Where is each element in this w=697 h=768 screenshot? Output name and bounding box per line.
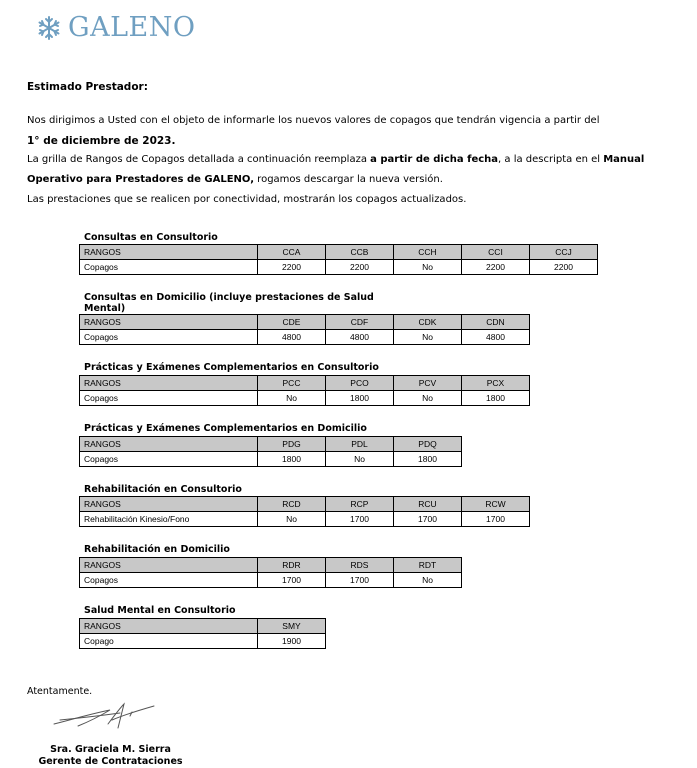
table-header-label: RANGOS	[80, 376, 258, 391]
text-segment-bold: a partir de dicha fecha	[370, 154, 499, 165]
table-header-code: RCD	[258, 497, 326, 512]
table-row-label: Copagos	[80, 260, 258, 275]
closing: Atentamente.	[27, 686, 93, 697]
table-header-row	[80, 437, 462, 452]
table-row	[80, 330, 530, 345]
signer-name: Sra. Graciela M. Sierra	[50, 744, 171, 755]
table-cell: No	[258, 391, 326, 406]
text-segment: , a la descripta en el	[498, 154, 604, 165]
table-header-code: CDN	[462, 315, 530, 330]
table-header-code: RCU	[394, 497, 462, 512]
table-header-code: PDL	[326, 437, 394, 452]
table-header-row	[80, 315, 530, 330]
table-row-label: Copagos	[80, 330, 258, 345]
table-header-code: CCI	[462, 245, 530, 260]
table-cell: 1700	[258, 573, 326, 588]
table-header-label: RANGOS	[80, 497, 258, 512]
galeno-logo	[36, 12, 195, 43]
table-header-code: PCX	[462, 376, 530, 391]
table-cell: 1800	[394, 452, 462, 467]
table-cell: 1700	[326, 573, 394, 588]
table-header-row	[80, 558, 462, 573]
table-cell: 1800	[258, 452, 326, 467]
signature-image	[50, 700, 160, 736]
table-row-label: Rehabilitación Kinesio/Fono	[80, 512, 258, 527]
table-row-label: Copagos	[80, 452, 258, 467]
table-header-row	[80, 376, 530, 391]
section-title: Consultas en Consultorio	[84, 232, 218, 243]
table-row	[80, 512, 530, 527]
text-segment: La grilla de Rangos de Copagos detallada a continuación reemplaza	[27, 154, 371, 165]
snowflake-icon	[36, 15, 62, 41]
signer-block	[38, 744, 183, 768]
paragraph-connectivity: Las prestaciones que se realicen por conectividad, mostrarán los copagos actualizados.	[27, 194, 467, 205]
effective-date: 1° de diciembre de 2023.	[27, 135, 176, 147]
table-row	[80, 260, 598, 275]
section-title: Rehabilitación en Consultorio	[84, 484, 242, 495]
signer-role: Gerente de Contrataciones	[38, 756, 183, 767]
greeting: Estimado Prestador:	[27, 81, 148, 93]
table-header-label: RANGOS	[80, 619, 258, 634]
copago-table	[79, 375, 530, 406]
table-header-code: RCP	[326, 497, 394, 512]
copago-table	[79, 496, 530, 527]
copago-table	[79, 244, 598, 275]
section-title: Salud Mental en Consultorio	[84, 605, 236, 616]
table-header-code: RCW	[462, 497, 530, 512]
section-title: Prácticas y Exámenes Complementarios en Domicilio	[84, 423, 367, 434]
table-header-code: PCC	[258, 376, 326, 391]
table-header-code: CCH	[394, 245, 462, 260]
table-cell: No	[394, 260, 462, 275]
table-header-code: RDR	[258, 558, 326, 573]
table-cell: 1700	[394, 512, 462, 527]
table-header-code: CDF	[326, 315, 394, 330]
table-row	[80, 634, 326, 649]
table-row-label: Copagos	[80, 391, 258, 406]
text-segment: rogamos descargar la nueva versión.	[254, 174, 443, 185]
table-cell: 4800	[258, 330, 326, 345]
table-row	[80, 573, 462, 588]
copago-table	[79, 618, 326, 649]
table-row-label: Copago	[80, 634, 258, 649]
table-row	[80, 391, 530, 406]
table-header-code: CCB	[326, 245, 394, 260]
table-header-code: SMY	[258, 619, 326, 634]
section-title: Consultas en Domicilio (incluye prestaciones de Salud Mental)	[84, 292, 374, 314]
copago-table	[79, 314, 530, 345]
copago-table	[79, 436, 462, 467]
table-cell: No	[394, 391, 462, 406]
table-cell: 1900	[258, 634, 326, 649]
paragraph-manual	[27, 170, 443, 190]
paragraph-intro: Nos dirigimos a Usted con el objeto de informarle los nuevos valores de copagos que tendrán vigencia a partir del	[27, 115, 600, 126]
section-title: Prácticas y Exámenes Complementarios en Consultorio	[84, 362, 379, 373]
table-header-code: RDT	[394, 558, 462, 573]
table-cell: 2200	[462, 260, 530, 275]
table-cell: No	[258, 512, 326, 527]
table-cell: 1700	[326, 512, 394, 527]
table-header-label: RANGOS	[80, 315, 258, 330]
table-header-code: CCA	[258, 245, 326, 260]
text-segment-bold: Operativo para Prestadores de GALENO,	[27, 174, 254, 185]
table-cell: 2200	[530, 260, 598, 275]
table-cell: No	[394, 573, 462, 588]
table-cell: No	[326, 452, 394, 467]
table-cell: No	[394, 330, 462, 345]
table-header-label: RANGOS	[80, 437, 258, 452]
table-row	[80, 452, 462, 467]
table-cell: 1800	[462, 391, 530, 406]
table-header-code: PDG	[258, 437, 326, 452]
section-title: Rehabilitación en Domicilio	[84, 544, 230, 555]
table-cell: 2200	[326, 260, 394, 275]
table-header-code: PDQ	[394, 437, 462, 452]
logo-text: GALENO	[68, 12, 196, 43]
table-cell: 1700	[462, 512, 530, 527]
table-row-label: Copagos	[80, 573, 258, 588]
table-header-code: CDE	[258, 315, 326, 330]
paragraph-replacement	[27, 150, 644, 170]
table-cell: 2200	[258, 260, 326, 275]
table-header-code: PCO	[326, 376, 394, 391]
table-header-label: RANGOS	[80, 558, 258, 573]
table-header-code: CCJ	[530, 245, 598, 260]
table-cell: 4800	[326, 330, 394, 345]
table-header-label: RANGOS	[80, 245, 258, 260]
copago-table	[79, 557, 462, 588]
table-cell: 4800	[462, 330, 530, 345]
table-cell: 1800	[326, 391, 394, 406]
table-header-code: PCV	[394, 376, 462, 391]
table-header-row	[80, 497, 530, 512]
table-header-code: CDK	[394, 315, 462, 330]
table-header-row	[80, 619, 326, 634]
table-header-code: RDS	[326, 558, 394, 573]
text-segment-bold: Manual	[603, 154, 645, 165]
table-header-row	[80, 245, 598, 260]
